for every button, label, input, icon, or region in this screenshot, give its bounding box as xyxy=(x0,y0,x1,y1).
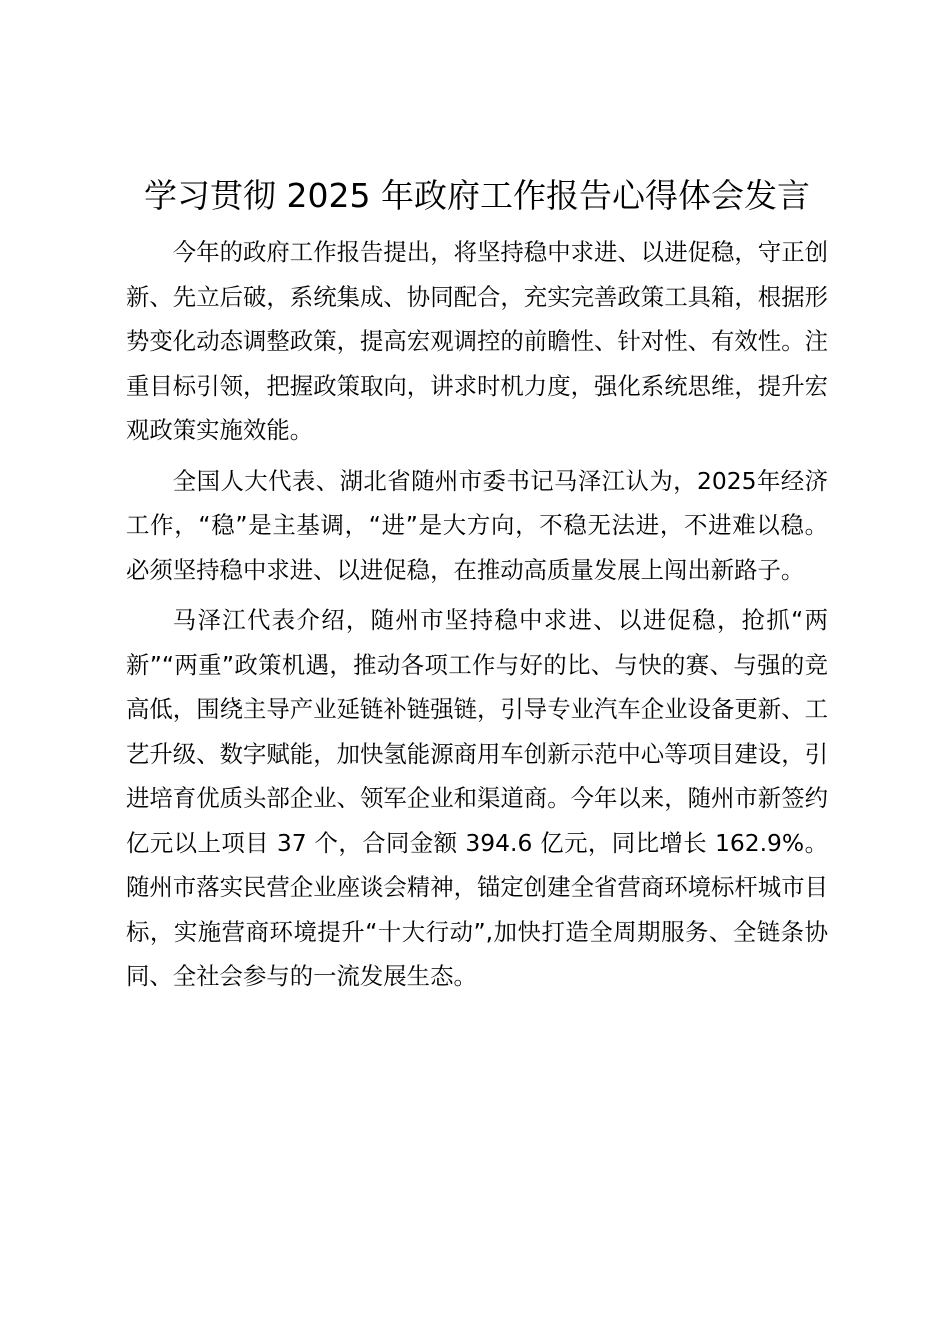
paragraph-3: 马泽江代表介绍，随州市坚持稳中求进、以进促稳，抢抓“两新”“两重”政策机遇，推动各项工作与好的比、与快的赛、与强的竞高低，围绕主导产业延链补链强链，引导专业汽车企业设备更新、工艺升级、数字赋能，加快氢能源商用车创新示范中心等项目建设，引进培育优质头部企业、领军企业和渠道商。今年以来，随州市新签约亿元以上项目 37 个，合同金额 394.6 亿元，同比增长 162.9%。随州市落实民营企业座谈会精神，锚定创建全省营商环境标杆城市目标，实施营商环境提升“十大行动”,加快打造全周期服务、全链条协同、全社会参与的一流发展生态。 xyxy=(126,606,828,990)
document-page xyxy=(126,172,828,1005)
paragraph-1: 今年的政府工作报告提出，将坚持稳中求进、以进促稳，守正创新、先立后破，系统集成、协同配合，充实完善政策工具箱，根据形势变化动态调整政策，提高宏观调控的前瞻性、针对性、有效性。注重目标引领，把握政策取向，讲求时机力度，强化系统思维，提升宏观政策实施效能。 xyxy=(126,238,828,444)
paragraph-2: 全国人大代表、湖北省随州市委书记马泽江认为，2025年经济工作，“稳”是主基调，“进”是大方向，不稳无法进，不进难以稳。必须坚持稳中求进、以进促稳，在推动高质量发展上闯出新路子。 xyxy=(126,466,828,584)
document-title: 学习贯彻 2025 年政府工作报告心得体会发言 xyxy=(144,176,810,215)
